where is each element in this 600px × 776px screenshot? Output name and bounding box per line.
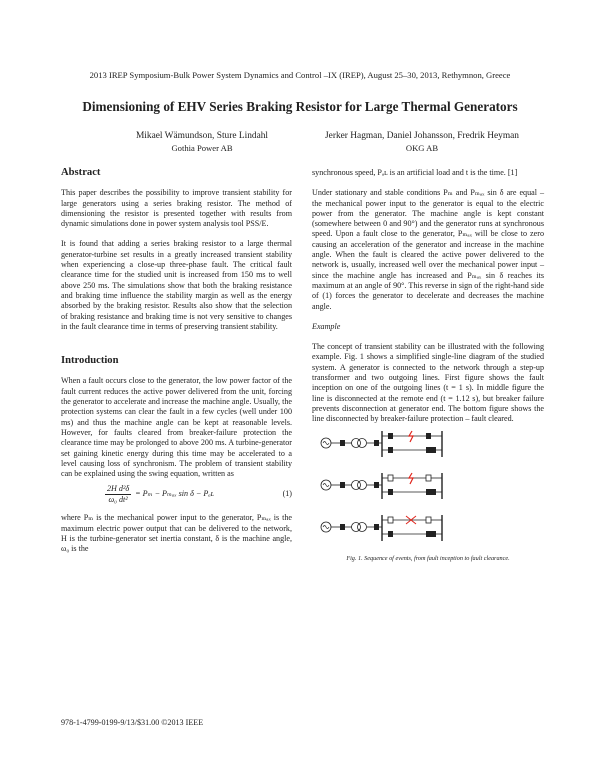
equation-numerator: 2H d²δ	[107, 483, 130, 493]
body-paragraph: The concept of transient stability can be illustrated with the following example. Fig. 1 shows a simplified single-line diagram of the studied system. A generator is connected to the network through a step-up transformer and two outgoing lines. First figure shows the fault inception on one of the outgoing lines (t = 1 s). In middle figure the line is disconnected at the remote end (t = 1.12 s), but breaker failure prevents disconnection at generator end. The bottom figure shows the line disconnected by breaker-failure protection – fault cleared.	[312, 342, 544, 424]
diagram-row-remote-open	[321, 473, 442, 499]
introduction-heading: Introduction	[61, 355, 119, 367]
author-block-2	[292, 130, 552, 154]
abstract-paragraph: It is found that adding a series braking resistor to a large thermal generator-turbine set results in a greatly increased transient stability when experiencing a close-up three-phase fault. The critical fault clearance time for the studied unit is increased from 150 ms to well above 250 ms. The simulations show that both the braking resistance and braking time influence the stability margin as well as the energy absorbed by the braking resistor. Results also show that the selection of braking resistance and braking time is not very sensitive to changes in the fault clearance time in terms of preserving transient stability.	[61, 239, 292, 331]
diagram-row-fault-inception	[321, 431, 442, 457]
introduction-paragraph: When a fault occurs close to the generator, the low power factor of the fault current reduces the active power delivered from the unit, forcing the generator to accelerate and increase the machine angle. Usually, the protection systems can clear the fault in a few cycles (well under 100 ms) and thus the machine angle can be kept at reasonable levels. However, for faults cleared from breaker-failure protection the clearance time may be prolonged to above 200 ms. A turbine-generator set gaining kinetic energy during this time may be accelerated to a level causing loss of synchronism. The problem of transient stability can be explained using the swing equation, written as	[61, 376, 292, 479]
left-column	[61, 168, 292, 565]
figure-1	[312, 429, 544, 562]
diagram-row-fault-cleared	[321, 515, 442, 541]
equation-fraction	[105, 484, 131, 505]
paper-title: Dimensioning of EHV Series Braking Resistor for Large Thermal Generators	[82, 99, 518, 114]
author-affiliation: Gothia Power AB	[171, 143, 233, 153]
figure-caption: Fig. 1. Sequence of events, from fault inception to fault clearance.	[346, 554, 510, 562]
equation-number: (1)	[282, 489, 292, 499]
abstract-paragraph: This paper describes the possibility to improve transient stability for large generators using a series braking resistor. The method of dimensioning the resistor is presented together with results from dynamic simulations done in power system analysis tool PSS/E.	[61, 188, 292, 229]
swing-equation	[61, 481, 292, 507]
introduction-paragraph: where Pₘ is the mechanical power input to the generator, Pₘₐₓ is the maximum electric power output that can be delivered to the network, H is the turbine-generator set inertia constant, δ is the machine angle, ω₀ is the	[61, 513, 292, 554]
author-affiliation: OKG AB	[405, 143, 439, 153]
conference-header: 2013 IREP Symposium-Bulk Power System Dynamics and Control –IX (IREP), August 25–30, 2013, Rethymnon, Greece	[89, 70, 511, 80]
body-paragraph: Under stationary and stable conditions Pₘ and Pₘₐₓ sin δ are equal – the mechanical power input to the generator is equal to the electric power from the generator. The machine angle is kept constant (somewhere between 0 and 90°) and the generator runs at synchronous speed. Upon a fault close to the generator, Pₘₐₓ will be close to zero causing an acceleration of the generator and increase in the machine angle. When the fault is cleared the active power delivered to the network is, usually, increased well over the mechanical power input – since the machine angle has increased and Pₘₐₓ sin δ reaches its maximum at an angle of 90°. This reverse in sign of the right-hand side of (1) forces the generator to decelerate and decreases the machine angle.	[312, 188, 544, 311]
copyright-footer: 978-1-4799-0199-9/13/$31.00 ©2013 IEEE	[61, 718, 204, 727]
equation-denominator: ω₀ dt²	[108, 494, 128, 504]
equation-rhs: = Pₘ − Pₘₐₓ sin δ − Pₐʟ	[135, 489, 214, 499]
author-block-1	[92, 130, 312, 154]
single-line-diagram	[312, 429, 544, 547]
right-column	[312, 168, 544, 562]
author-names: Mikael Wämundson, Sture Lindahl	[135, 131, 269, 141]
abstract-heading: Abstract	[61, 167, 101, 178]
body-paragraph: synchronous speed, Pₐʟ is an artificial load and t is the time. [1]	[312, 168, 518, 177]
example-heading: Example	[312, 321, 341, 331]
author-names: Jerker Hagman, Daniel Johansson, Fredrik Heyman	[325, 131, 519, 141]
